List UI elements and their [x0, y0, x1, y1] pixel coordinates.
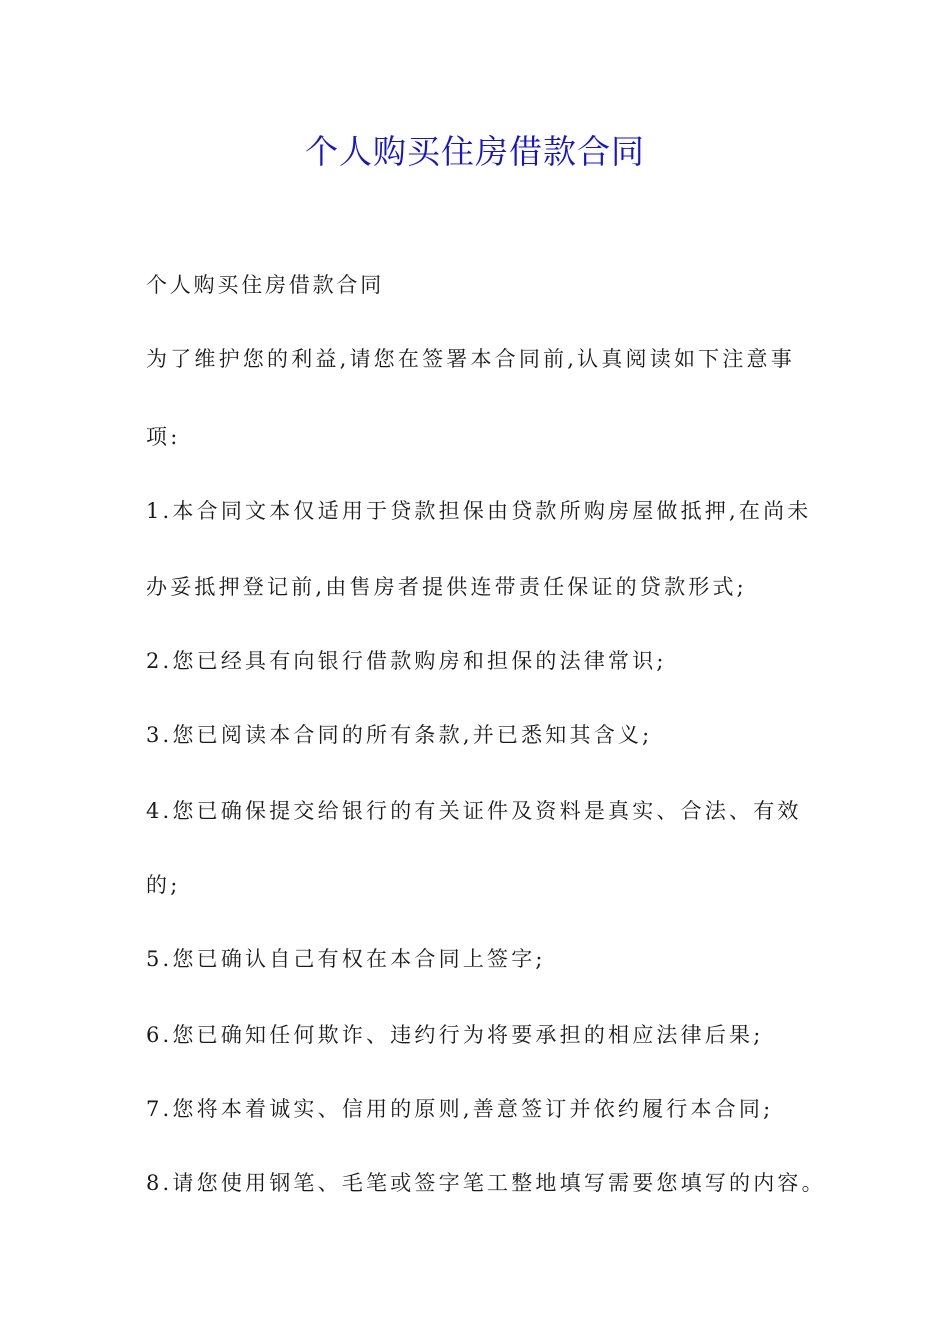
notice-item-7: 7.您将本着诚实、信用的原则,善意签订并依约履行本合同; [146, 1097, 774, 1121]
notice-item-1-cont: 办妥抵押登记前,由售房者提供连带责任保证的贷款形式; [146, 575, 747, 599]
notice-item-3: 3.您已阅读本合同的所有条款,并已悉知其含义; [146, 723, 653, 747]
notice-item-5: 5.您已确认自己有权在本合同上签字; [146, 947, 546, 971]
body-line-subtitle: 个人购买住房借款合同 [146, 273, 384, 297]
notice-item-6: 6.您已确知任何欺诈、违约行为将要承担的相应法律后果; [146, 1023, 764, 1047]
document-title: 个人购买住房借款合同 [305, 132, 645, 171]
body-line-notice-intro: 为了维护您的利益,请您在签署本合同前,认真阅读如下注意事 [146, 347, 795, 371]
notice-item-2: 2.您已经具有向银行借款购房和担保的法律常识; [146, 649, 667, 673]
notice-item-8: 8.请您使用钢笔、毛笔或签字笔工整地填写需要您填写的内容。 [146, 1171, 826, 1195]
notice-item-1: 1.本合同文本仅适用于贷款担保由贷款所购房屋做抵押,在尚未 [146, 499, 812, 523]
notice-item-4-cont: 的; [146, 873, 181, 897]
notice-item-4: 4.您已确保提交给银行的有关证件及资料是真实、合法、有效 [146, 799, 802, 823]
body-line-notice-intro-cont: 项: [146, 425, 181, 449]
